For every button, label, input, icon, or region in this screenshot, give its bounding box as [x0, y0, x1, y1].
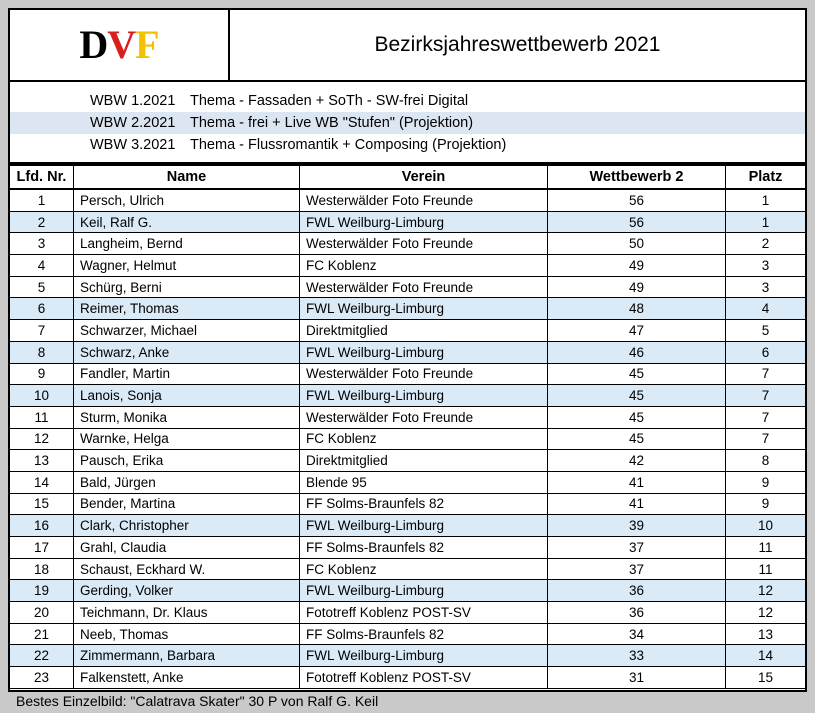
table-row	[10, 645, 805, 667]
cell-platz: 9	[761, 474, 770, 490]
cell-verein: FC Koblenz	[300, 559, 548, 580]
cell-platz: 8	[761, 453, 770, 469]
cell-platz: 10	[757, 518, 774, 534]
cell-wettbewerb-2: 39	[548, 515, 726, 536]
cell-name: Wagner, Helmut	[74, 255, 300, 276]
cell-lfd-nr: 1	[10, 190, 74, 211]
document-header	[10, 10, 805, 82]
cell-lfd-nr: 6	[10, 298, 74, 319]
cell-platz: 9	[761, 496, 770, 512]
cell-wettbewerb-2: 56	[548, 190, 726, 211]
theme-label-3: WBW 3.2021	[90, 137, 176, 153]
cell-platz: 1	[761, 192, 770, 208]
theme-label-1: WBW 1.2021	[90, 93, 176, 109]
cell-name: Keil, Ralf G.	[74, 212, 300, 233]
cell-name: Grahl, Claudia	[74, 537, 300, 558]
cell-name: Langheim, Bernd	[74, 233, 300, 254]
cell-wettbewerb-2: 31	[548, 667, 726, 688]
cell-name: Zimmermann, Barbara	[74, 645, 300, 666]
table-row	[10, 342, 805, 364]
cell-lfd-nr: 16	[10, 515, 74, 536]
cell-wettbewerb-2: 41	[548, 472, 726, 493]
cell-verein: FWL Weilburg-Limburg	[300, 385, 548, 406]
cell-wettbewerb-2: 42	[548, 450, 726, 471]
cell-wettbewerb-2: 36	[548, 602, 726, 623]
cell-lfd-nr: 3	[10, 233, 74, 254]
cell-lfd-nr: 15	[10, 494, 74, 515]
table-row	[10, 602, 805, 624]
cell-verein: Westerwälder Foto Freunde	[300, 407, 548, 428]
cell-name: Warnke, Helga	[74, 429, 300, 450]
theme-text-3: Thema - Flussromantik + Composing (Projektion)	[190, 137, 507, 153]
theme-row-2	[10, 112, 805, 134]
cell-lfd-nr: 12	[10, 429, 74, 450]
table-row	[10, 212, 805, 234]
cell-name: Neeb, Thomas	[74, 624, 300, 645]
cell-wettbewerb-2: 45	[548, 407, 726, 428]
logo-letter-f: F	[135, 22, 159, 67]
cell-platz: 11	[758, 561, 773, 577]
theme-label-2: WBW 2.2021	[90, 115, 176, 131]
cell-name: Gerding, Volker	[74, 580, 300, 601]
title-cell	[230, 10, 805, 80]
cell-name: Lanois, Sonja	[74, 385, 300, 406]
table-row	[10, 298, 805, 320]
cell-verein: Westerwälder Foto Freunde	[300, 277, 548, 298]
results-table	[10, 164, 805, 689]
cell-wettbewerb-2: 45	[548, 385, 726, 406]
cell-platz: 3	[761, 279, 770, 295]
cell-wettbewerb-2: 47	[548, 320, 726, 341]
cell-verein: FWL Weilburg-Limburg	[300, 645, 548, 666]
table-header-row	[10, 166, 805, 190]
table-row	[10, 277, 805, 299]
cell-platz: 7	[761, 409, 770, 425]
cell-wettbewerb-2: 41	[548, 494, 726, 515]
cell-name: Schwarzer, Michael	[74, 320, 300, 341]
cell-lfd-nr: 20	[10, 602, 74, 623]
cell-verein: FWL Weilburg-Limburg	[300, 580, 548, 601]
table-row	[10, 429, 805, 451]
cell-name: Clark, Christopher	[74, 515, 300, 536]
cell-wettbewerb-2: 49	[548, 255, 726, 276]
cell-platz: 7	[761, 388, 770, 404]
cell-platz: 6	[761, 344, 770, 360]
column-header-name: Name	[74, 166, 300, 188]
cell-lfd-nr: 14	[10, 472, 74, 493]
cell-platz: 1	[761, 214, 770, 230]
cell-name: Bald, Jürgen	[74, 472, 300, 493]
cell-verein: Fototreff Koblenz POST-SV	[300, 667, 548, 688]
cell-lfd-nr: 2	[10, 212, 74, 233]
logo-cell	[10, 10, 230, 80]
theme-text-1: Thema - Fassaden + SoTh - SW-frei Digital	[190, 93, 469, 109]
cell-name: Schaust, Eckhard W.	[74, 559, 300, 580]
cell-lfd-nr: 7	[10, 320, 74, 341]
table-row	[10, 580, 805, 602]
table-row	[10, 320, 805, 342]
cell-verein: Blende 95	[300, 472, 548, 493]
cell-verein: Westerwälder Foto Freunde	[300, 364, 548, 385]
logo-letter-d: D	[79, 22, 108, 67]
cell-wettbewerb-2: 36	[548, 580, 726, 601]
table-row	[10, 255, 805, 277]
cell-verein: Fototreff Koblenz POST-SV	[300, 602, 548, 623]
table-row	[10, 537, 805, 559]
cell-platz: 7	[761, 431, 770, 447]
cell-verein: FF Solms-Braunfels 82	[300, 494, 548, 515]
cell-verein: FWL Weilburg-Limburg	[300, 298, 548, 319]
cell-name: Reimer, Thomas	[74, 298, 300, 319]
table-row	[10, 667, 805, 689]
table-body	[10, 190, 805, 689]
cell-platz: 11	[758, 539, 773, 555]
cell-wettbewerb-2: 45	[548, 429, 726, 450]
cell-verein: Direktmitglied	[300, 320, 548, 341]
cell-wettbewerb-2: 50	[548, 233, 726, 254]
cell-lfd-nr: 4	[10, 255, 74, 276]
cell-lfd-nr: 9	[10, 364, 74, 385]
page-title: Bezirksjahreswettbewerb 2021	[374, 33, 661, 56]
cell-platz: 12	[757, 583, 774, 599]
table-row	[10, 559, 805, 581]
table-row	[10, 407, 805, 429]
cell-lfd-nr: 19	[10, 580, 74, 601]
table-row	[10, 494, 805, 516]
column-header-nr: Lfd. Nr.	[10, 166, 74, 188]
cell-name: Pausch, Erika	[74, 450, 300, 471]
table-row	[10, 624, 805, 646]
cell-lfd-nr: 23	[10, 667, 74, 688]
cell-name: Teichmann, Dr. Klaus	[74, 602, 300, 623]
cell-wettbewerb-2: 37	[548, 559, 726, 580]
table-row	[10, 515, 805, 537]
cell-name: Fandler, Martin	[74, 364, 300, 385]
cell-wettbewerb-2: 48	[548, 298, 726, 319]
cell-platz: 14	[757, 648, 774, 664]
cell-platz: 3	[761, 257, 770, 273]
cell-name: Schürg, Berni	[74, 277, 300, 298]
cell-platz: 13	[757, 626, 774, 642]
results-sheet	[8, 8, 807, 709]
table-row	[10, 450, 805, 472]
cell-platz: 4	[761, 301, 770, 317]
theme-block	[10, 82, 805, 164]
cell-verein: Westerwälder Foto Freunde	[300, 190, 548, 211]
cell-lfd-nr: 5	[10, 277, 74, 298]
cell-platz: 15	[757, 669, 774, 685]
cell-verein: Westerwälder Foto Freunde	[300, 233, 548, 254]
cell-lfd-nr: 22	[10, 645, 74, 666]
footer-note: Bestes Einzelbild: "Calatrava Skater" 30 P von Ralf G. Keil	[16, 692, 379, 709]
cell-verein: FWL Weilburg-Limburg	[300, 515, 548, 536]
cell-lfd-nr: 13	[10, 450, 74, 471]
theme-row-3	[10, 134, 805, 156]
cell-wettbewerb-2: 56	[548, 212, 726, 233]
cell-wettbewerb-2: 46	[548, 342, 726, 363]
cell-verein: FF Solms-Braunfels 82	[300, 537, 548, 558]
column-header-verein: Verein	[300, 166, 548, 188]
cell-wettbewerb-2: 33	[548, 645, 726, 666]
cell-wettbewerb-2: 34	[548, 624, 726, 645]
cell-verein: FC Koblenz	[300, 429, 548, 450]
cell-verein: Direktmitglied	[300, 450, 548, 471]
cell-lfd-nr: 21	[10, 624, 74, 645]
cell-lfd-nr: 8	[10, 342, 74, 363]
theme-row-1	[10, 90, 805, 112]
cell-name: Falkenstett, Anke	[74, 667, 300, 688]
cell-platz: 12	[757, 604, 774, 620]
cell-platz: 5	[761, 322, 770, 338]
column-header-platz: Platz	[748, 169, 783, 185]
table-row	[10, 385, 805, 407]
cell-platz: 2	[761, 236, 770, 252]
cell-wettbewerb-2: 49	[548, 277, 726, 298]
table-row	[10, 233, 805, 255]
cell-wettbewerb-2: 37	[548, 537, 726, 558]
cell-verein: FF Solms-Braunfels 82	[300, 624, 548, 645]
cell-lfd-nr: 17	[10, 537, 74, 558]
table-row	[10, 190, 805, 212]
cell-verein: FC Koblenz	[300, 255, 548, 276]
cell-name: Persch, Ulrich	[74, 190, 300, 211]
cell-name: Schwarz, Anke	[74, 342, 300, 363]
cell-name: Bender, Martina	[74, 494, 300, 515]
dvf-logo	[79, 22, 159, 67]
cell-name: Sturm, Monika	[74, 407, 300, 428]
cell-lfd-nr: 11	[10, 407, 74, 428]
logo-letter-v: V	[107, 22, 136, 67]
table-row	[10, 472, 805, 494]
cell-wettbewerb-2: 45	[548, 364, 726, 385]
cell-verein: FWL Weilburg-Limburg	[300, 342, 548, 363]
theme-text-2: Thema - frei + Live WB "Stufen" (Projektion)	[190, 115, 474, 131]
column-header-wettbewerb: Wettbewerb 2	[548, 166, 726, 188]
cell-lfd-nr: 18	[10, 559, 74, 580]
cell-platz: 7	[761, 366, 770, 382]
cell-verein: FWL Weilburg-Limburg	[300, 212, 548, 233]
table-row	[10, 364, 805, 386]
cell-lfd-nr: 10	[10, 385, 74, 406]
